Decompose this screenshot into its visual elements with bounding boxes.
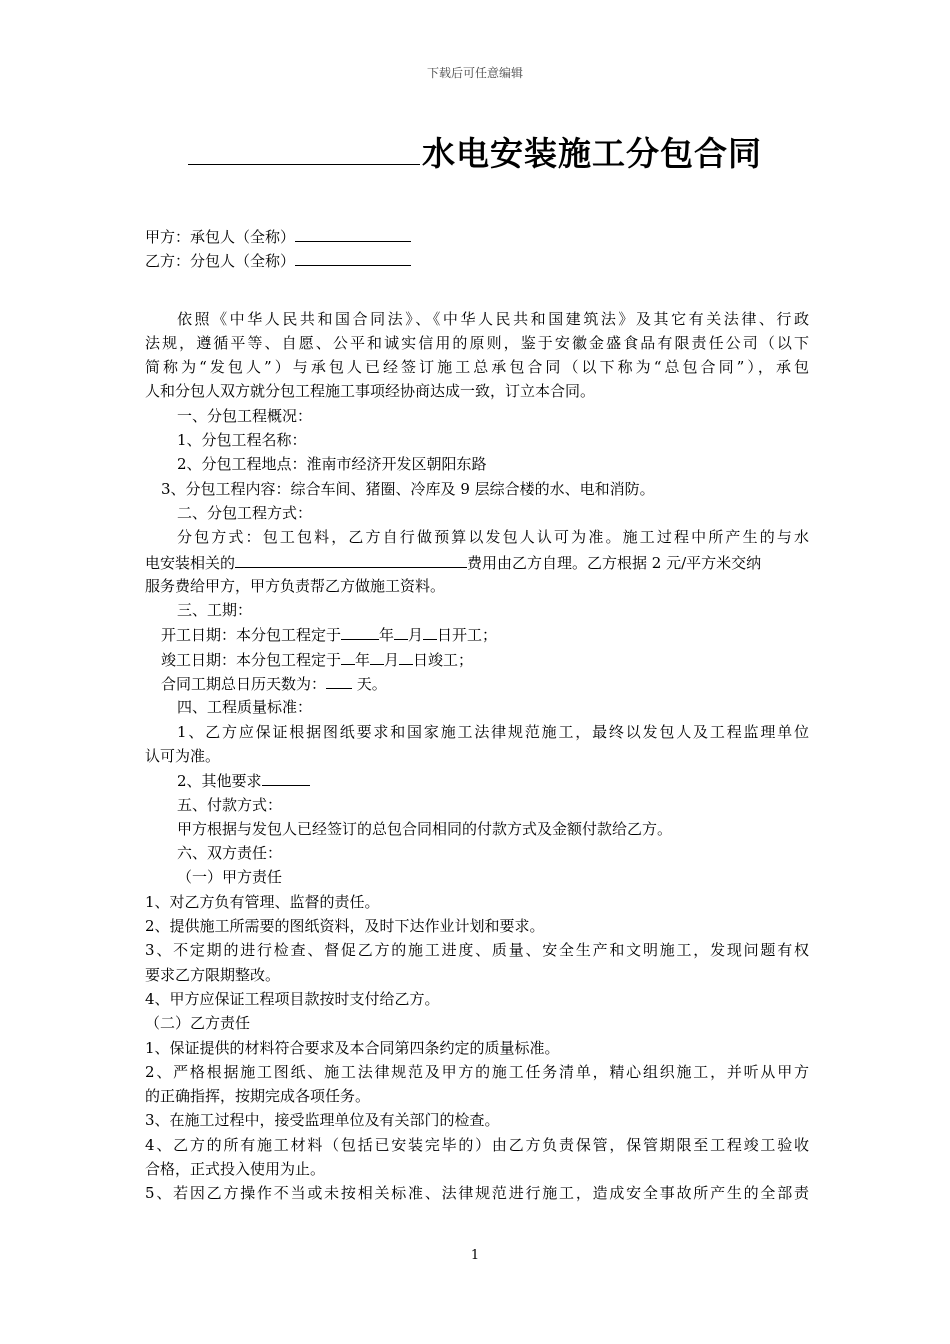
sec2-text: 费用由乙方自理。乙方根据 2 元/平方米交纳: [467, 553, 762, 572]
sec6-b-item: 3、在施工过程中，接受监理单位及有关部门的检查。: [145, 1111, 500, 1130]
sec6-a-item: 3、不定期的进行检查、督促乙方的施工进度、质量、安全生产和文明施工，发现问题有权: [145, 941, 809, 960]
date-label: 竣工日期：本分包工程定于: [161, 650, 342, 669]
start-date-line: [145, 622, 809, 646]
sec1-name: 1、分包工程名称：: [177, 431, 307, 450]
sec6-b-item: 5、若因乙方操作不当或未按相关标准、法律规范进行施工，造成安全事故所产生的全部责: [145, 1184, 809, 1203]
sec4-item: 1、乙方应保证根据图纸要求和国家施工法律规范施工，最终以发包人及工程监理单位: [177, 722, 809, 741]
day-blank: [399, 647, 413, 665]
total-days-line: [145, 671, 809, 695]
date-unit: 年: [379, 626, 395, 645]
section-heading: 六、双方责任：: [177, 844, 283, 863]
subsection-heading: （二）乙方责任: [145, 1014, 251, 1033]
title-text: 水电安装施工分包合同: [422, 134, 762, 173]
sec6-a-item: 要求乙方限期整改。: [145, 965, 281, 984]
cost-blank: [235, 550, 467, 568]
page-header: 下载后可任意编辑: [426, 66, 523, 80]
sec4-item: 认可为准。: [145, 746, 221, 765]
document-title: [0, 128, 950, 175]
sec6-b-item: 4、乙方的所有施工材料（包括已安装完毕的）由乙方负责保管，保管期限至工程竣工验收: [145, 1135, 809, 1154]
date-unit: 日竣工；: [413, 650, 474, 669]
date-unit: 年: [355, 650, 371, 669]
sec2-line: 分包方式：包工包料，乙方自行做预算以发包人认可为准。施工过程中所产生的与水: [177, 528, 809, 547]
intro-line: 简称为“发包人”）与承包人已经签订施工总承包合同（以下称为“总包合同”），承包: [145, 358, 809, 377]
date-unit: 日开工；: [437, 626, 498, 645]
date-unit: 月: [384, 650, 400, 669]
intro-line: 法规，遵循平等、自愿、公平和诚实信用的原则，鉴于安徽金盛食品有限责任公司（以下: [145, 333, 809, 352]
sec4-text: 2、其他要求: [177, 772, 262, 791]
section-heading: 二、分包工程方式：: [177, 503, 313, 522]
party-b-blank: [295, 248, 411, 266]
intro-line: 依照《中华人民共和国合同法》、《中华人民共和国建筑法》及其它有关法律、行政: [177, 309, 809, 328]
sec2-line: [145, 550, 809, 574]
section-heading: 五、付款方式：: [177, 795, 283, 814]
date-unit: 天。: [356, 675, 387, 694]
sec2-line: 服务费给甲方，甲方负责帮乙方做施工资料。: [145, 576, 446, 595]
sec2-text: 电安装相关的: [145, 553, 236, 572]
party-b-line: [145, 248, 809, 272]
sec4-item: [145, 768, 809, 792]
sec6-b-item: 合格，正式投入使用为止。: [145, 1159, 326, 1178]
sec6-a-item: 4、甲方应保证工程项目款按时支付给乙方。: [145, 989, 440, 1008]
party-a-label: 甲方：承包人（全称）: [145, 228, 296, 246]
other-requirements-blank: [262, 768, 310, 786]
sec6-a-item: 1、对乙方负有管理、监督的责任。: [145, 892, 380, 911]
section-heading: 一、分包工程概况：: [177, 406, 313, 425]
sec1-location: 2、分包工程地点：淮南市经济开发区朝阳东路: [177, 455, 487, 474]
document-body: [145, 224, 809, 1206]
sec6-a-item: 2、提供施工所需要的图纸资料，及时下达作业计划和要求。: [145, 917, 545, 936]
page-number: 1: [470, 1248, 480, 1263]
sec6-b-item: 1、保证提供的材料符合要求及本合同第四条约定的质量标准。: [145, 1038, 560, 1057]
intro-line: 人和分包人双方就分包工程施工事项经协商达成一致，订立本合同。: [145, 382, 596, 401]
sec5-text: 甲方根据与发包人已经签订的总包合同相同的付款方式及金额付款给乙方。: [177, 819, 673, 838]
sec6-b-item: 的正确指挥，按期完成各项任务。: [145, 1087, 371, 1106]
party-b-label: 乙方：分包人（全称）: [145, 252, 296, 271]
section-heading: 三、工期：: [177, 601, 253, 620]
day-blank: [423, 622, 437, 640]
month-blank: [370, 647, 384, 665]
party-a-line: [145, 224, 809, 248]
date-unit: 月: [408, 626, 424, 645]
title-blank: [188, 134, 420, 165]
party-a-blank: [295, 224, 411, 242]
days-blank: [326, 671, 352, 689]
sec1-content: 3、分包工程内容：综合车间、猪圈、冷库及 9 层综合楼的水、电和消防。: [161, 479, 655, 498]
sec6-b-item: 2、严格根据施工图纸、施工法律规范及甲方的施工任务清单，精心组织施工，并听从甲方: [145, 1062, 809, 1081]
section-heading: 四、工程质量标准：: [177, 698, 313, 717]
subsection-heading: （一）甲方责任: [177, 868, 283, 887]
year-blank: [341, 647, 355, 665]
year-blank: [341, 622, 379, 640]
month-blank: [394, 622, 408, 640]
end-date-line: [145, 647, 809, 671]
date-label: 合同工期总日历天数为：: [161, 675, 327, 694]
date-label: 开工日期：本分包工程定于: [161, 626, 342, 645]
